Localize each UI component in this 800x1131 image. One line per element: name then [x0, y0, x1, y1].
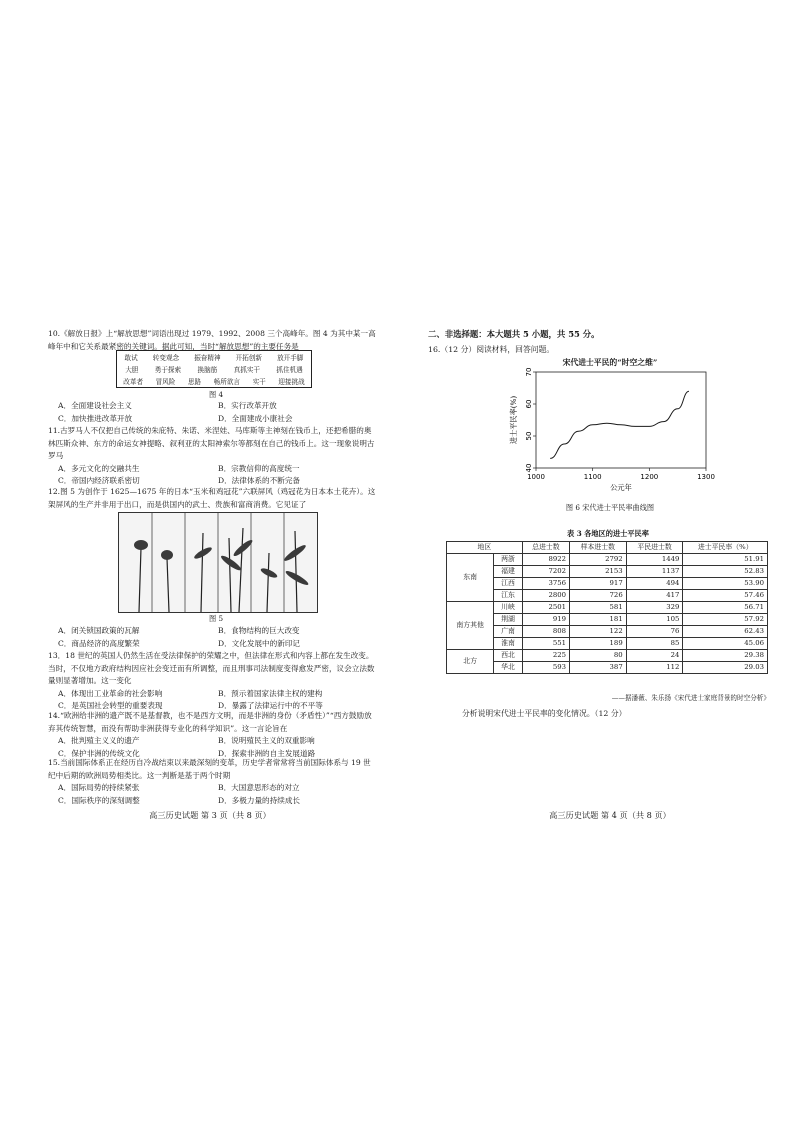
value-cell: 112 — [626, 662, 683, 674]
keyword-row — [117, 352, 311, 364]
figure-caption: 图 4 — [208, 390, 224, 399]
option-d[interactable]: D．多极力量的持续成长 — [218, 795, 301, 805]
value-cell: 29.03 — [683, 662, 768, 674]
value-cell: 387 — [569, 662, 626, 674]
keyword: 冒风险 — [155, 378, 176, 386]
value-cell: 581 — [569, 602, 626, 614]
value-cell: 105 — [626, 614, 683, 626]
plot-frame — [536, 372, 706, 468]
value-cell: 57.92 — [683, 614, 768, 626]
table-row — [447, 638, 768, 650]
value-cell: 85 — [626, 638, 683, 650]
option-b[interactable]: B．大国意思形态的对立 — [218, 783, 300, 792]
question-14 — [48, 710, 378, 760]
table-title: 表 3 各地区的进士平民率 — [567, 529, 649, 538]
keyword: 放开手脚 — [277, 354, 304, 362]
value-cell: 24 — [626, 650, 683, 662]
y-tick-label: 50 — [525, 431, 533, 441]
option-c[interactable]: C．帝国内经济联系密切 — [58, 476, 140, 485]
page-footer: 高三历史试题 第 4 页（共 8 页） — [549, 810, 671, 820]
question-12-options — [48, 625, 378, 650]
x-tick-label: 1200 — [640, 473, 659, 481]
column-header: 平民进士数 — [626, 542, 683, 554]
question-10-options — [48, 400, 378, 425]
subregion-cell: 川峡 — [494, 602, 522, 614]
option-c[interactable]: C．保护非洲的传统文化 — [58, 748, 140, 758]
table-row — [447, 662, 768, 674]
data-table — [446, 541, 768, 674]
value-cell: 62.43 — [683, 626, 768, 638]
keyword: 真抓实干 — [233, 366, 261, 374]
value-cell: 417 — [626, 590, 683, 602]
subregion-cell: 广南 — [494, 626, 522, 638]
option-a[interactable]: A．国际局势的持续紧张 — [58, 783, 140, 792]
option-a[interactable]: A．全面建设社会主义 — [58, 401, 132, 410]
keyword: 实干 — [252, 378, 266, 386]
value-cell: 2153 — [569, 566, 626, 578]
value-cell: 53.90 — [683, 578, 768, 590]
chart-caption: 图 6 宋代进士平民率曲线图 — [565, 503, 655, 512]
option-b[interactable]: B．预示着国家法律主权的建构 — [218, 688, 323, 698]
keyword-figure — [116, 350, 312, 388]
x-tick-label: 1000 — [527, 473, 545, 481]
keyword-row — [117, 364, 311, 376]
value-cell: 181 — [569, 614, 626, 626]
keyword: 勇于探索 — [154, 366, 182, 374]
chart-title: 宋代进士平民的“时空之维” — [562, 358, 658, 367]
question-16-prompt: 分析说明宋代进士平民率的变化情况。（12 分） — [462, 709, 627, 718]
source-citation: ——据潘薇、朱乐扬《宋代进士家庭背景的时空分析》 — [611, 694, 770, 702]
keyword: 换脑筋 — [197, 366, 218, 374]
option-d[interactable]: D．暴露了法律运行中的不平等 — [218, 701, 323, 710]
keyword: 大胆 — [125, 366, 139, 374]
x-tick-label: 1100 — [583, 473, 602, 481]
line-chart — [500, 368, 720, 503]
table-row — [447, 614, 768, 626]
y-axis-label: 进士平民率(%) — [509, 395, 518, 445]
column-header: 地区 — [447, 542, 523, 554]
column-header: 样本进士数 — [569, 542, 626, 554]
question-stem: 15.当前国际体系正在经历自冷战结束以来最深刻的变革，历史学者常常将当前国际体系与 19 世纪中后期的欧洲局势相类比。这一判断是基于两个时期 — [48, 758, 371, 780]
folding-screen-illustration — [119, 513, 317, 612]
keyword: 改革者 — [123, 378, 144, 386]
question-stem: 14.“欧洲给非洲的遗产既不是基督教，也不是西方文明，而是非洲的身份（矛盾性）”“西方鼓励放弃其传统智慧，而没有帮助非洲获得专业化的科学知识”。这一言论旨在 — [48, 711, 372, 733]
x-axis-label: 公元年 — [610, 483, 632, 492]
keyword: 敢试 — [124, 354, 138, 362]
keyword: 抓住机遇 — [276, 366, 303, 374]
question-15 — [48, 757, 378, 807]
page-footer: 高三历史试题 第 3 页（共 8 页） — [149, 810, 271, 820]
subregion-cell: 西北 — [494, 650, 522, 662]
option-b[interactable]: B．实行改革开放 — [218, 401, 277, 410]
column-header: 进士平民率（%） — [683, 542, 768, 554]
region-cell: 东南 — [447, 554, 494, 602]
right-page — [400, 0, 800, 1131]
value-cell: 80 — [569, 650, 626, 662]
option-c[interactable]: C．国际秩序的深刻调整 — [58, 795, 140, 805]
table-row — [447, 566, 768, 578]
region-cell: 南方其他 — [447, 602, 494, 650]
subregion-cell: 福建 — [494, 566, 522, 578]
question-16-stem: 16.（12 分）阅读材料，回答问题。 — [428, 345, 555, 354]
value-cell: 2501 — [522, 602, 569, 614]
subregion-cell: 江西 — [494, 578, 522, 590]
option-d[interactable]: D．全面建成小康社会 — [218, 413, 293, 423]
option-c[interactable]: C．商品经济的高度繁荣 — [58, 638, 140, 648]
folding-screen-image — [118, 512, 318, 613]
option-d[interactable]: D．法律体系的不断完备 — [218, 476, 301, 485]
region-cell: 北方 — [447, 650, 494, 674]
value-cell: 51.91 — [683, 554, 768, 566]
value-cell: 2792 — [569, 554, 626, 566]
value-cell: 1137 — [626, 566, 683, 578]
series-line — [550, 391, 689, 458]
value-cell: 122 — [569, 626, 626, 638]
y-tick-label: 40 — [525, 463, 533, 473]
table-row — [447, 626, 768, 638]
option-a[interactable]: A．批判殖主义义的遗产 — [58, 736, 140, 745]
keyword: 畅所欲言 — [213, 378, 241, 386]
value-cell: 76 — [626, 626, 683, 638]
value-cell: 29.38 — [683, 650, 768, 662]
option-b[interactable]: B．宗教信仰的高度统一 — [218, 463, 300, 473]
question-stem: 10.《解放日报》上“解放思想”词语出现过 1979、1992、2008 三个高峰年。图 4 为其中某一高峰年中和它关系最紧密的关键词。据此可知，当时“解放思想”的主要任务是 — [48, 329, 376, 351]
value-cell: 7202 — [522, 566, 569, 578]
option-b[interactable]: B．食物结构的巨大改变 — [218, 626, 300, 635]
value-cell: 494 — [626, 578, 683, 590]
value-cell: 917 — [569, 578, 626, 590]
value-cell: 3756 — [522, 578, 569, 590]
x-tick-label: 1300 — [697, 473, 715, 481]
question-12 — [48, 486, 378, 511]
section-heading: 二、非选择题：本大题共 5 小题，共 55 分。 — [428, 329, 600, 339]
question-11 — [48, 425, 378, 488]
question-stem: 12.图 5 为创作于 1625—1675 年的日本“玉米和鸡冠花”六联屏风（鸡冠花为日本本土花卉）。这架屏风的生产并非用于出口，而是供国内的武士、贵族和富商消费。它见证了 — [48, 487, 376, 509]
question-13 — [48, 650, 378, 713]
subregion-cell: 淮南 — [494, 638, 522, 650]
value-cell: 52.83 — [683, 566, 768, 578]
question-stem: 11.古罗马人不仅把自己传统的朱庇特、朱诺、米涅娃、马库斯等主神刻在钱币上，还把希腊的奥林匹斯众神、东方的命运女神提略、叙利亚的太阳神索尔等都刻在自己的钱币上。这一现象说明古罗马 — [48, 426, 375, 460]
table-header-row — [447, 542, 768, 554]
y-tick-label: 60 — [525, 399, 533, 409]
value-cell: 2800 — [522, 590, 569, 602]
value-cell: 726 — [569, 590, 626, 602]
value-cell: 919 — [522, 614, 569, 626]
keyword: 转变观念 — [152, 354, 180, 362]
subregion-cell: 江东 — [494, 590, 522, 602]
table-row — [447, 590, 768, 602]
value-cell: 45.06 — [683, 638, 768, 650]
value-cell: 56.71 — [683, 602, 768, 614]
question-stem: 13．18 世纪的英国人仍然生活在受法律保护的荣耀之中，但法律在形式和内容上都在发生改变。当时，不仅地方政府结构因应社会变迁而有所调整，而且刑事司法制度变得愈发严密，议会立法数量则显著增加。这一变化 — [48, 651, 375, 685]
subregion-cell: 荆湖 — [494, 614, 522, 626]
value-cell: 593 — [522, 662, 569, 674]
value-cell: 551 — [522, 638, 569, 650]
option-a[interactable]: A．闭关锁国政策的瓦解 — [58, 626, 140, 635]
option-d[interactable]: D．探索非洲的自主发展道路 — [218, 748, 316, 758]
table-row — [447, 554, 768, 566]
keyword: 振奋精神 — [194, 354, 221, 362]
table-row — [447, 578, 768, 590]
value-cell: 189 — [569, 638, 626, 650]
option-c[interactable]: C．是英国社会转型的重要表现 — [58, 701, 163, 710]
keyword-row — [117, 376, 311, 388]
option-c[interactable]: C．加快推进改革开放 — [58, 413, 133, 423]
subregion-cell: 华北 — [494, 662, 522, 674]
figure-caption: 图 5 — [208, 614, 224, 623]
value-cell: 57.46 — [683, 590, 768, 602]
value-cell: 225 — [522, 650, 569, 662]
keyword: 开拓创新 — [235, 354, 263, 362]
keyword: 思路 — [187, 378, 202, 386]
keyword: 迎接挑战 — [278, 378, 305, 386]
table-row — [447, 650, 768, 662]
y-tick-label: 70 — [525, 368, 533, 377]
value-cell: 8922 — [522, 554, 569, 566]
column-header: 总进士数 — [522, 542, 569, 554]
option-b[interactable]: B．说明殖民主义的双重影响 — [218, 736, 315, 745]
value-cell: 329 — [626, 602, 683, 614]
option-a[interactable]: A．体现出工业革命的社会影响 — [58, 688, 163, 698]
value-cell: 808 — [522, 626, 569, 638]
option-a[interactable]: A．多元文化的交融共生 — [58, 463, 140, 473]
value-cell: 1449 — [626, 554, 683, 566]
subregion-cell: 两浙 — [494, 554, 522, 566]
option-d[interactable]: D．文化发展中的新印记 — [218, 638, 301, 648]
table-row — [447, 602, 768, 614]
